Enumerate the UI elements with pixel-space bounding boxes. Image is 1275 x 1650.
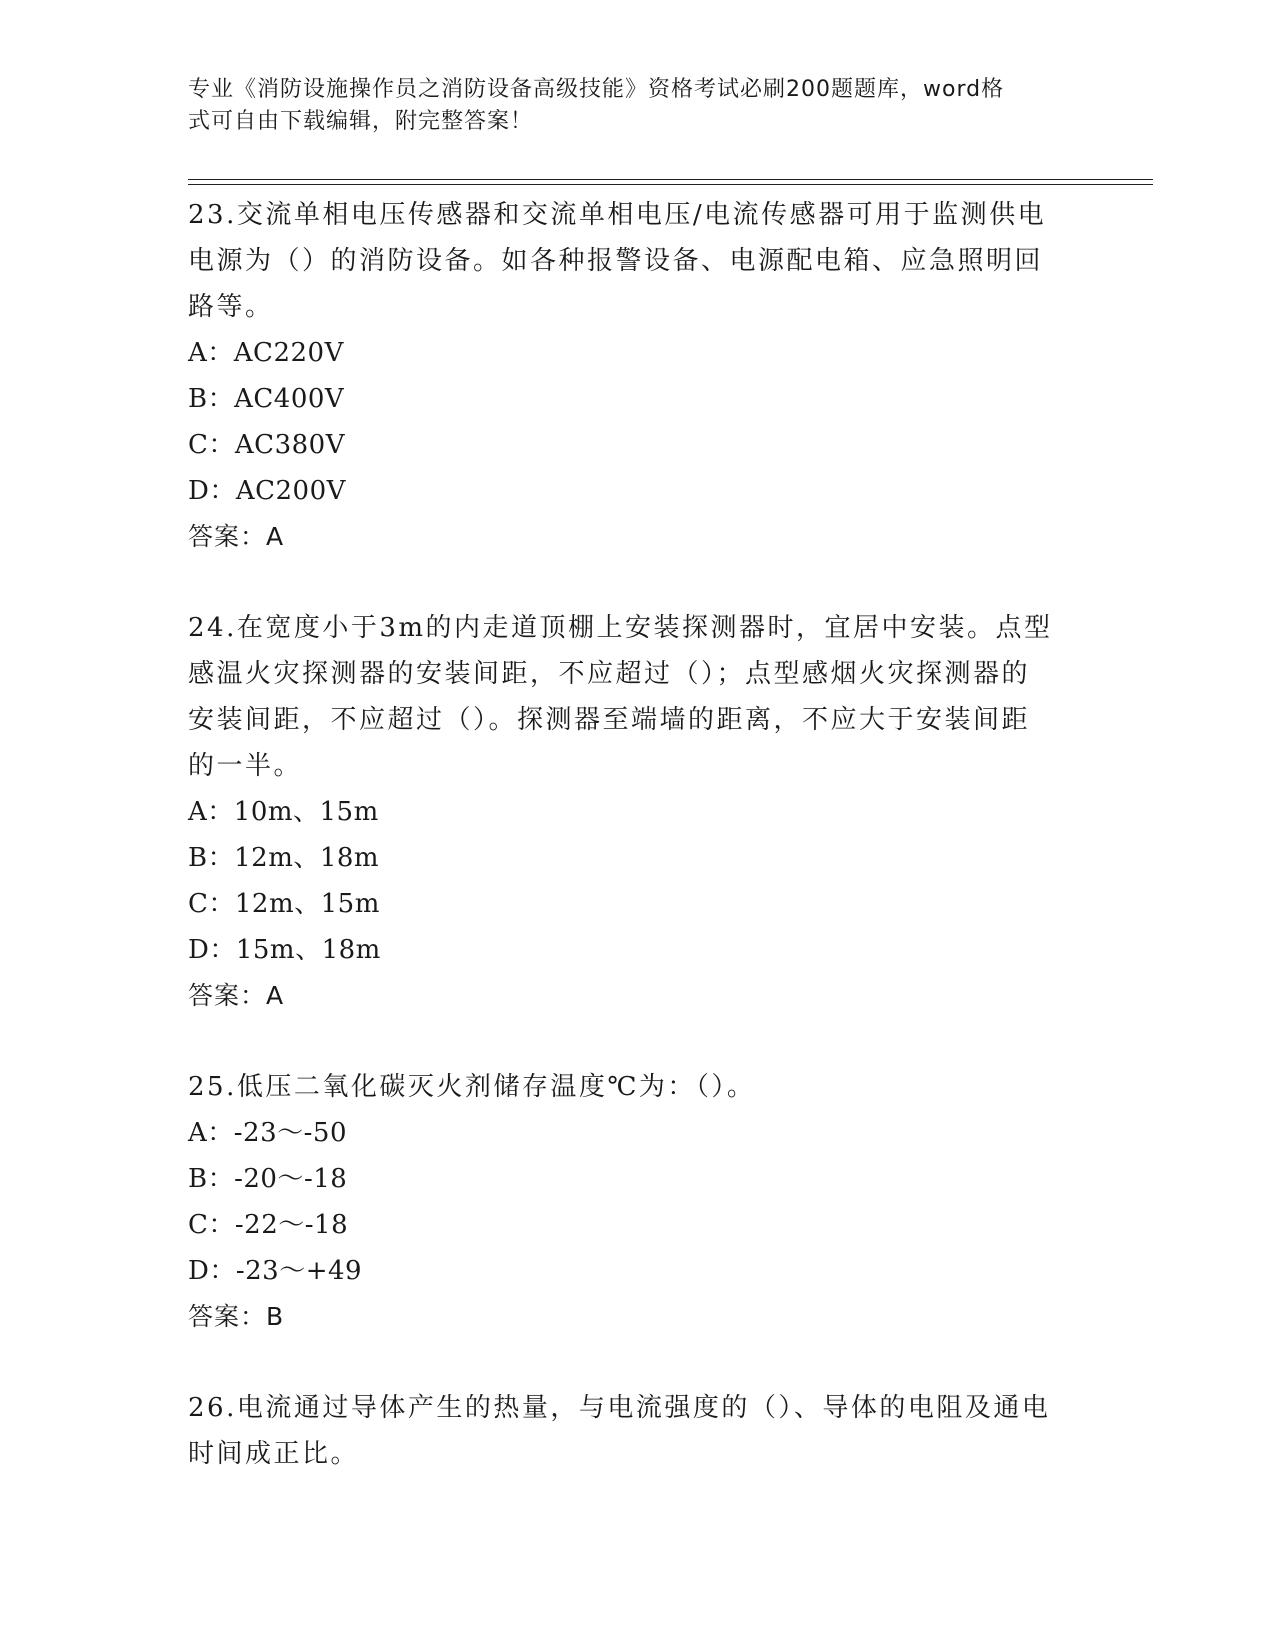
question-stem-line: 的一半。 [188,751,303,781]
header-divider-top [188,179,1153,180]
question-stem-line: 路等。 [188,292,274,322]
answer-label: 答案：A [188,981,285,1010]
option-b: B：AC400V [188,384,345,414]
question-spacer [188,1019,1068,1064]
option-a: A：AC220V [188,338,344,368]
answer-label: 答案：A [188,522,285,551]
header-line-2: 式可自由下载编辑，附完整答案！ [188,109,534,134]
question-list [188,192,1068,1477]
option-b: B：12m、18m [188,843,380,873]
option-a: A：10m、15m [188,797,379,827]
document-header [188,74,1068,138]
question-stem-line: 感温火灾探测器的安装间距，不应超过（）；点型感烟火灾探测器的 [188,659,1031,689]
question-24 [188,605,1068,1019]
question-spacer [188,560,1068,605]
option-c: C：AC380V [188,430,345,460]
option-c: C：-22～-18 [188,1210,349,1240]
option-d: D：15m、18m [188,935,381,965]
header-line-1: 专业《消防设施操作员之消防设备高级技能》资格考试必刷200题题库，word格 [188,77,1005,102]
question-stem-line: 时间成正比。 [188,1439,360,1469]
answer-label: 答案：B [188,1302,285,1331]
option-d: D：AC200V [188,476,346,506]
question-stem-line: 安装间距，不应超过（）。探测器至端墙的距离，不应大于安装间距 [188,705,1031,735]
option-a: A：-23～-50 [188,1118,348,1148]
option-d: D：-23～+49 [188,1256,363,1286]
option-c: C：12m、15m [188,889,380,919]
option-b: B：-20～-18 [188,1164,348,1194]
question-stem-line: 25.低压二氧化碳灭火剂储存温度℃为：（）。 [188,1072,756,1102]
question-stem-line: 电源为（）的消防设备。如各种报警设备、电源配电箱、应急照明回 [188,246,1044,276]
question-26 [188,1385,1068,1477]
header-divider-bottom [188,184,1153,185]
question-stem-line: 26.电流通过导体产生的热量，与电流强度的（）、导体的电阻及通电 [188,1393,1051,1423]
question-25 [188,1064,1068,1340]
question-23 [188,192,1068,560]
question-stem-line: 24.在宽度小于3m的内走道顶棚上安装探测器时，宜居中安装。点型 [188,613,1053,643]
question-spacer [188,1340,1068,1385]
question-stem-line: 23.交流单相电压传感器和交流单相电压/电流传感器可用于监测供电 [188,200,1047,230]
